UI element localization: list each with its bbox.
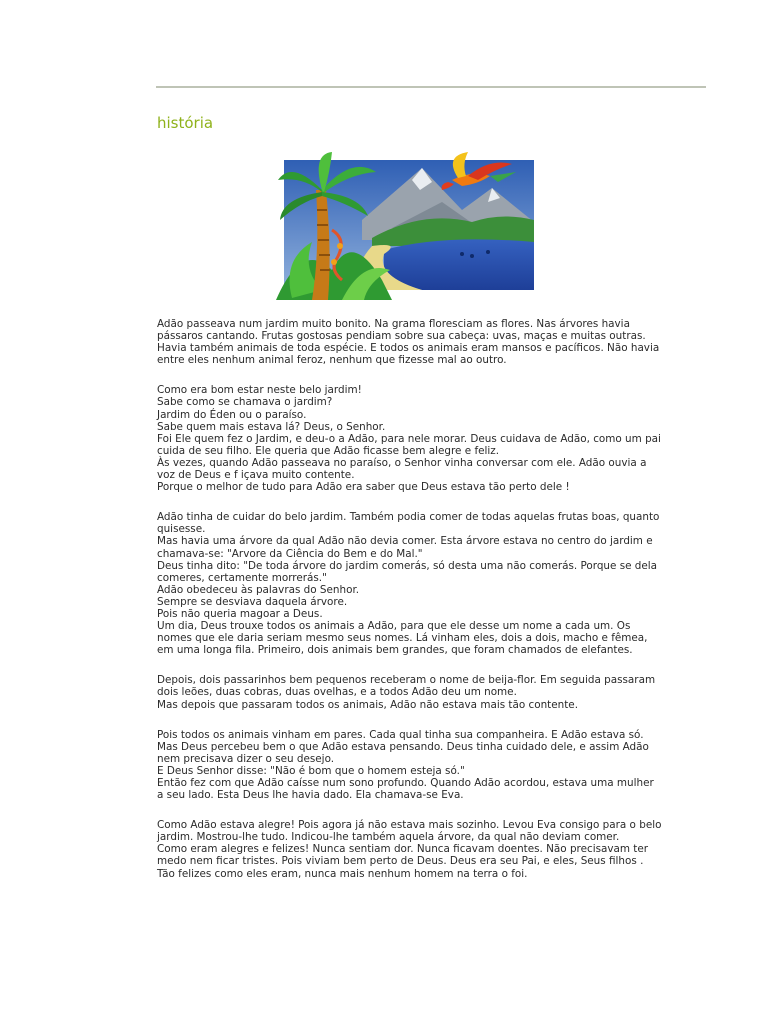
top-divider: [156, 86, 706, 88]
story-line: Sabe quem mais estava lá? Deus, o Senhor.: [157, 420, 386, 433]
story-line: Adão tinha de cuidar do belo jardim. Também podia comer de todas aquelas frutas boas, quanto quisesse.: [157, 511, 660, 536]
story-line: Jardim do Éden ou o paraíso.: [157, 408, 307, 421]
story-line: Havia também animais de toda espécie. E todos os animais eram mansos e pacíficos. Não havia entre eles nenhum animal feroz, nenhum que fizesse mal ao outro.: [157, 342, 660, 367]
story-line: Mas Deus percebeu bem o que Adão estava pensando. Deus tinha cuidado dele, e assim Adão nem precisava dizer o seu desejo.: [157, 740, 649, 765]
story-paragraph: [157, 729, 662, 802]
story-line: Foi Ele quem fez o Jardim, e deu-o a Adão, para nele morar. Deus cuidava de Adão, como um pai cuida de seu filho. Ele queria que Adão ficasse bem alegre e feliz.: [157, 432, 661, 457]
story-line: Deus tinha dito: "De toda árvore do jardim comerás, só desta uma não comerás. Porque se dela comeres, certamente morrerás.": [157, 559, 658, 584]
story-paragraph: [157, 384, 662, 493]
story-line: Como eram alegres e felizes! Nunca sentiam dor. Nunca ficavam doentes. Não precisavam ter medo nem ficar tristes. Pois viviam bem perto de Deus. Deus era seu Pai, e eles, Seus filhos .: [157, 843, 649, 868]
story-paragraph: [157, 511, 662, 656]
story-text: [157, 318, 662, 898]
story-line: Às vezes, quando Adão passeava no paraíso, o Senhor vinha conversar com ele. Adão ouvia a voz de Deus e f içava muito contente.: [157, 456, 647, 482]
story-line: Pois todos os animais vinham em pares. Cada qual tinha sua companheira. E Adão estava só.: [157, 728, 644, 741]
story-line: Como era bom estar neste belo jardim!: [157, 384, 362, 397]
story-line: Pois não queria magoar a Deus.: [157, 607, 323, 620]
story-line: Então fez com que Adão caísse num sono profundo. Quando Adão acordou, estava uma mulher a seu lado. Esta Deus lhe havia dado. Ela chamava-se Eva.: [157, 777, 654, 802]
story-paragraph: [157, 674, 662, 710]
story-line: Sabe como se chamava o jardim?: [157, 396, 333, 409]
eden-illustration: [272, 150, 542, 302]
story-line: Depois, dois passarinhos bem pequenos receberam o nome de beija-flor. Em seguida passaram dois leões, duas cobras, duas ovelhas, e a todos Adão deu um nome.: [157, 674, 656, 699]
story-line: Mas depois que passaram todos os animais, Adão não estava mais tão contente.: [157, 698, 578, 711]
story-line: Tão felizes como eles eram, nunca mais nenhum homem na terra o foi.: [157, 867, 528, 880]
story-paragraph: [157, 819, 662, 879]
story-line: Porque o melhor de tudo para Adão era saber que Deus estava tão perto dele !: [157, 481, 570, 494]
story-paragraph: [157, 318, 662, 366]
story-line: Como Adão estava alegre! Pois agora já não estava mais sozinho. Levou Eva consigo para o belo jardim. Mostrou-lhe tudo. Indicou-lhe também aquela árvore, da qual não deviam comer.: [157, 819, 662, 844]
story-line: E Deus Senhor disse: "Não é bom que o homem esteja só.": [157, 764, 465, 777]
story-line: Um dia, Deus trouxe todos os animais a Adão, para que ele desse um nome a cada um. Os nomes que ele daria seriam mesmo seus nomes. Lá vinham eles, dois a dois, macho e fêmea, em uma longa fila. Primeiro, dois animais bem grandes, que foram chamados de elefantes.: [157, 620, 648, 657]
page-title: história: [157, 114, 214, 132]
story-line: Adão passeava num jardim muito bonito. Na grama floresciam as flores. Nas árvores havia pássaros cantando. Frutas gostosas pendiam sobre sua cabeça: uvas, maças e muitas outras.: [157, 318, 646, 343]
story-line: Sempre se desviava daquela árvore.: [157, 595, 348, 608]
story-line: Adão obedeceu às palavras do Senhor.: [157, 583, 360, 596]
story-line: Mas havia uma árvore da qual Adão não devia comer. Esta árvore estava no centro do jardim e chamava-se: "Arvore da Ciência do Bem e do Mal.": [157, 535, 653, 560]
